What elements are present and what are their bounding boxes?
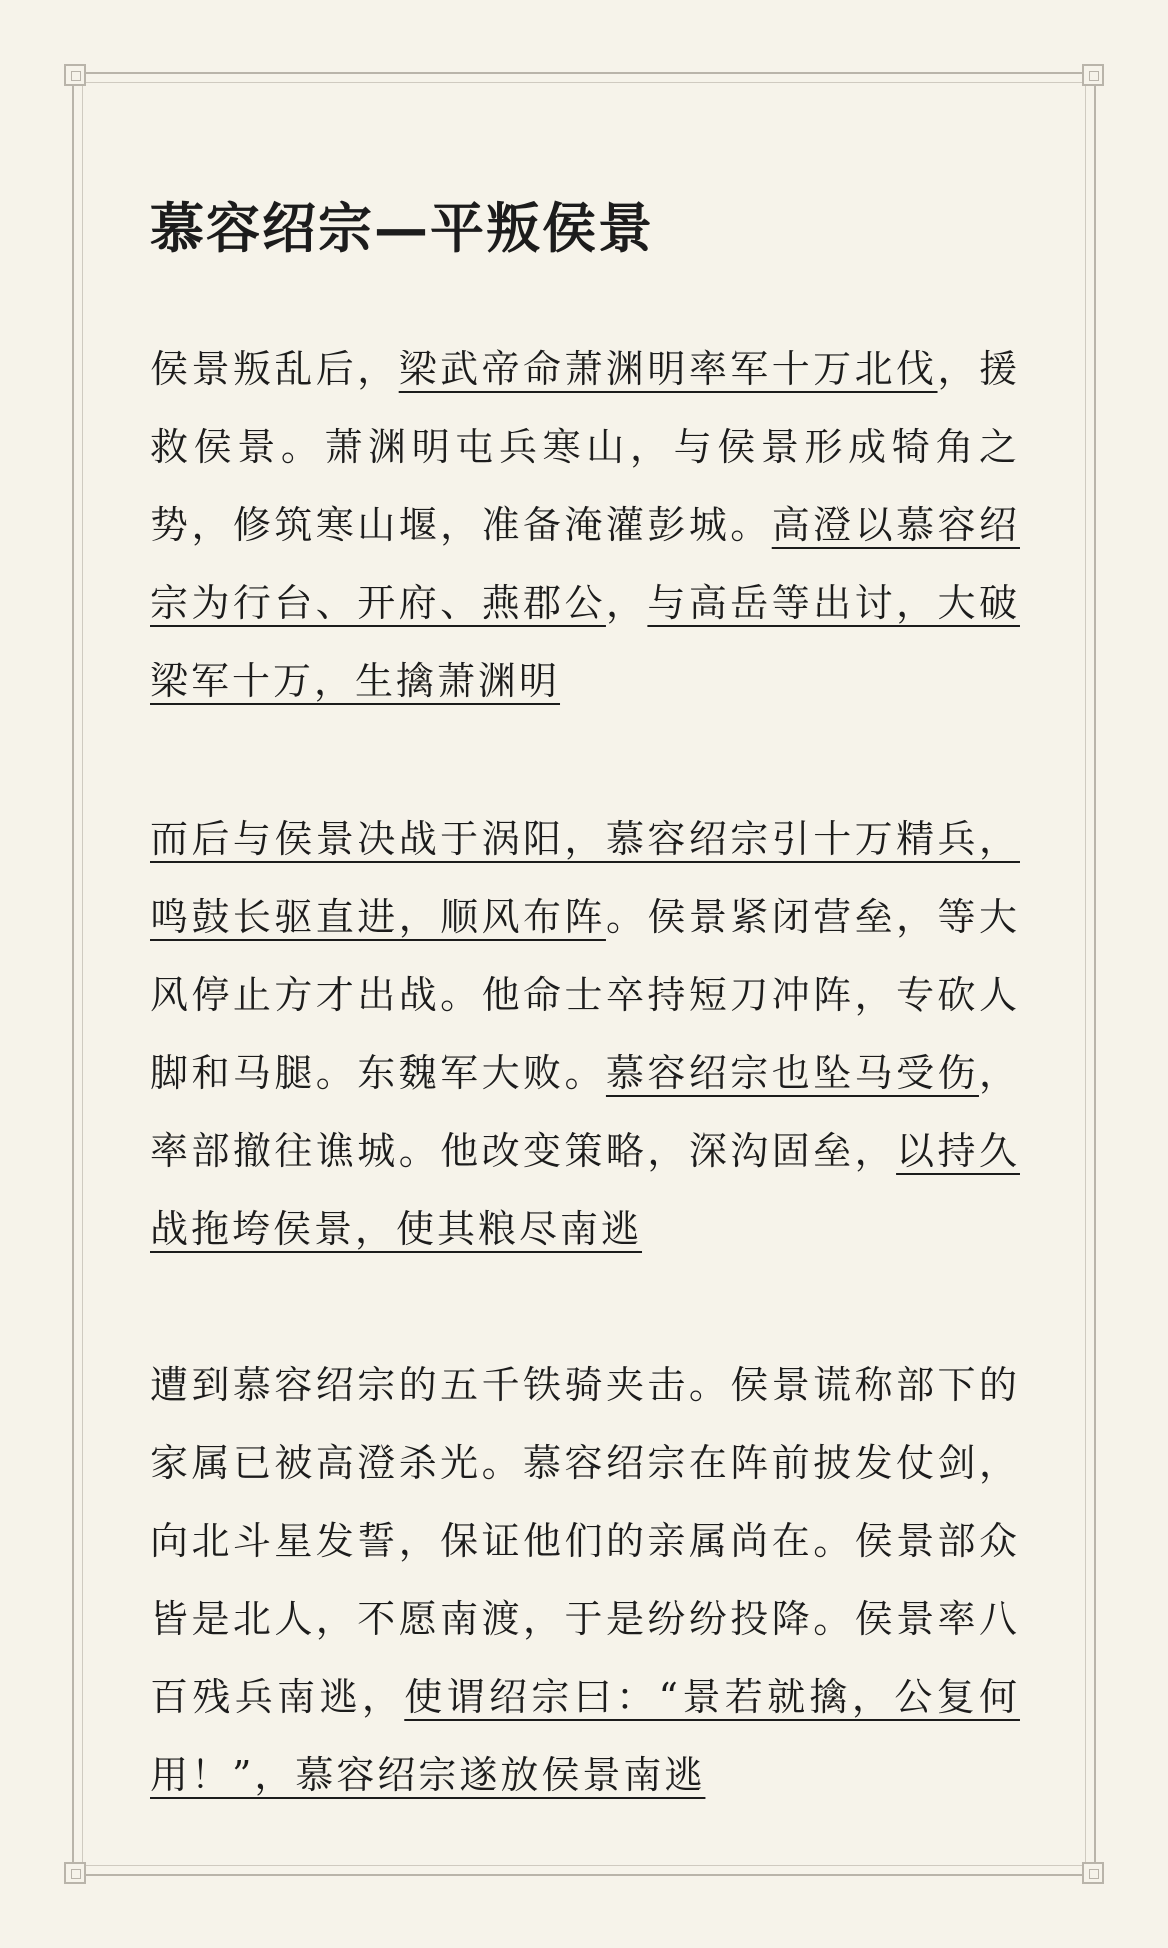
corner-ornament-top-right — [1082, 64, 1104, 86]
page-title: 慕容绍宗—平叛侯景 — [150, 196, 654, 260]
underlined-segment: 高澄以慕容绍宗为行台、开府、燕郡公 — [150, 503, 1020, 625]
corner-ornament-bottom-left — [64, 1862, 86, 1884]
underlined-segment: 梁武帝命萧渊明率军十万北伐 — [398, 347, 938, 391]
corner-ornament-bottom-right — [1082, 1862, 1104, 1884]
corner-ornament-top-left — [64, 64, 86, 86]
underlined-segment: 以持久战拖垮侯景，使其粮尽南逃 — [150, 1129, 1020, 1251]
underlined-segment: 使谓绍宗曰：“景若就擒，公复何用！”，慕容绍宗遂放侯景南逃 — [150, 1675, 1020, 1797]
underlined-segment: 而后与侯景决战于涡阳，慕容绍宗引十万精兵，鸣鼓长驱直进，顺风布阵 — [150, 817, 1020, 939]
text-segment: ，援救侯景。萧渊明屯兵寒山，与侯景形成犄角之势，修筑寒山堰，准备淹灌彭城。 — [150, 347, 1020, 547]
text-segment: 侯景叛乱后， — [150, 347, 399, 391]
text-segment: ，率部撤往谯城。他改变策略，深沟固垒， — [150, 1051, 1020, 1173]
paragraph-1 — [150, 330, 1020, 720]
text-segment: ， — [605, 581, 648, 625]
text-segment: 遭到慕容绍宗的五千铁骑夹击。侯景谎称部下的家属已被高澄杀光。慕容绍宗在阵前披发仗剑，向北斗星发誓，保证他们的亲属尚在。侯景部众皆是北人，不愿南渡，于是纷纷投降。侯景率八百残兵南逃， — [150, 1363, 1020, 1719]
text-segment: 。侯景紧闭营垒，等大风停止方才出战。他命士卒持短刀冲阵，专砍人脚和马腿。东魏军大败。 — [150, 895, 1020, 1095]
underlined-segment: 慕容绍宗也坠马受伤 — [605, 1051, 979, 1095]
paragraph-2 — [150, 800, 1020, 1268]
paragraph-3 — [150, 1346, 1020, 1814]
underlined-segment: 与高岳等出讨，大破梁军十万，生擒萧渊明 — [150, 581, 1020, 703]
